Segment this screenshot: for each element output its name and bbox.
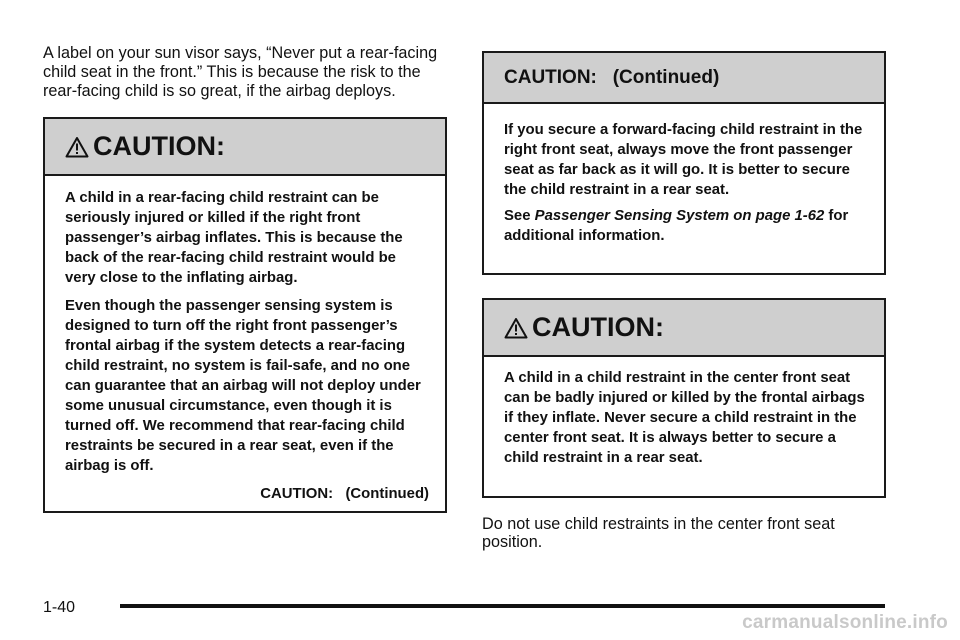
page-number: 1-40 [43,599,76,616]
cross-reference-link[interactable]: Passenger Sensing System on page 1-62 [534,208,825,224]
caution-body [484,104,884,246]
caution-paragraph: If you secure a forward-facing child restraint in the right front seat, always move the front passenger seat as far back as it will go. It is better to secure the child restraint in a rear seat. [504,122,863,198]
caution-body [484,357,884,468]
footer-rule [120,604,885,608]
caution-box-airbag-rear-facing [43,117,447,513]
caution-paragraph: Even though the passenger sensing system is designed to turn off the right front passenger’s frontal airbag if the system detects a rear-facing child restraint, no system is fail-safe, and no one can guarantee that an airbag will not deploy under some unusual circumstance, even though it is turned off. We recommend that rear-facing child restraints be secured in a rear seat, even if the airbag is off. [65,298,421,474]
warning-triangle-icon [65,136,89,158]
caution-box-center-seat [482,298,886,498]
see-reference-paragraph [504,206,868,246]
caution-paragraph: A child in a child restraint in the center front seat can be badly injured or killed by the frontal airbags if they inflate. Never secure a child restraint in the center front seat. It is always better to secure a child restraint in a rear seat. [504,370,865,466]
caution-header [484,300,884,357]
caution-body [45,176,445,504]
see-prefix: See [504,208,535,224]
continued-label: CAUTION: (Continued) [260,486,429,502]
intro-paragraph: A label on your sun visor says, “Never put a rear-facing child seat in the front.” This is because the risk to the rear-facing child is so great, if the airbag deploys. [43,44,438,100]
warning-triangle-icon [504,317,528,339]
outro-paragraph: Do not use child restraints in the center front seat position. [482,515,835,551]
caution-box-continued [482,51,886,275]
caution-title: CAUTION: [93,131,225,161]
watermark: carmanualsonline.info [742,612,948,633]
caution-title: CAUTION: [532,312,664,342]
caution-header [45,119,445,176]
caution-header [484,53,884,104]
caution-title: CAUTION: (Continued) [504,66,720,88]
caution-paragraph: A child in a rear-facing child restraint can be seriously injured or killed if the right front passenger’s airbag inflates. This is because the back of the rear-facing child restraint would be very close to the inflating airbag. [65,190,403,286]
see-suffix: for additional information. [504,208,849,244]
